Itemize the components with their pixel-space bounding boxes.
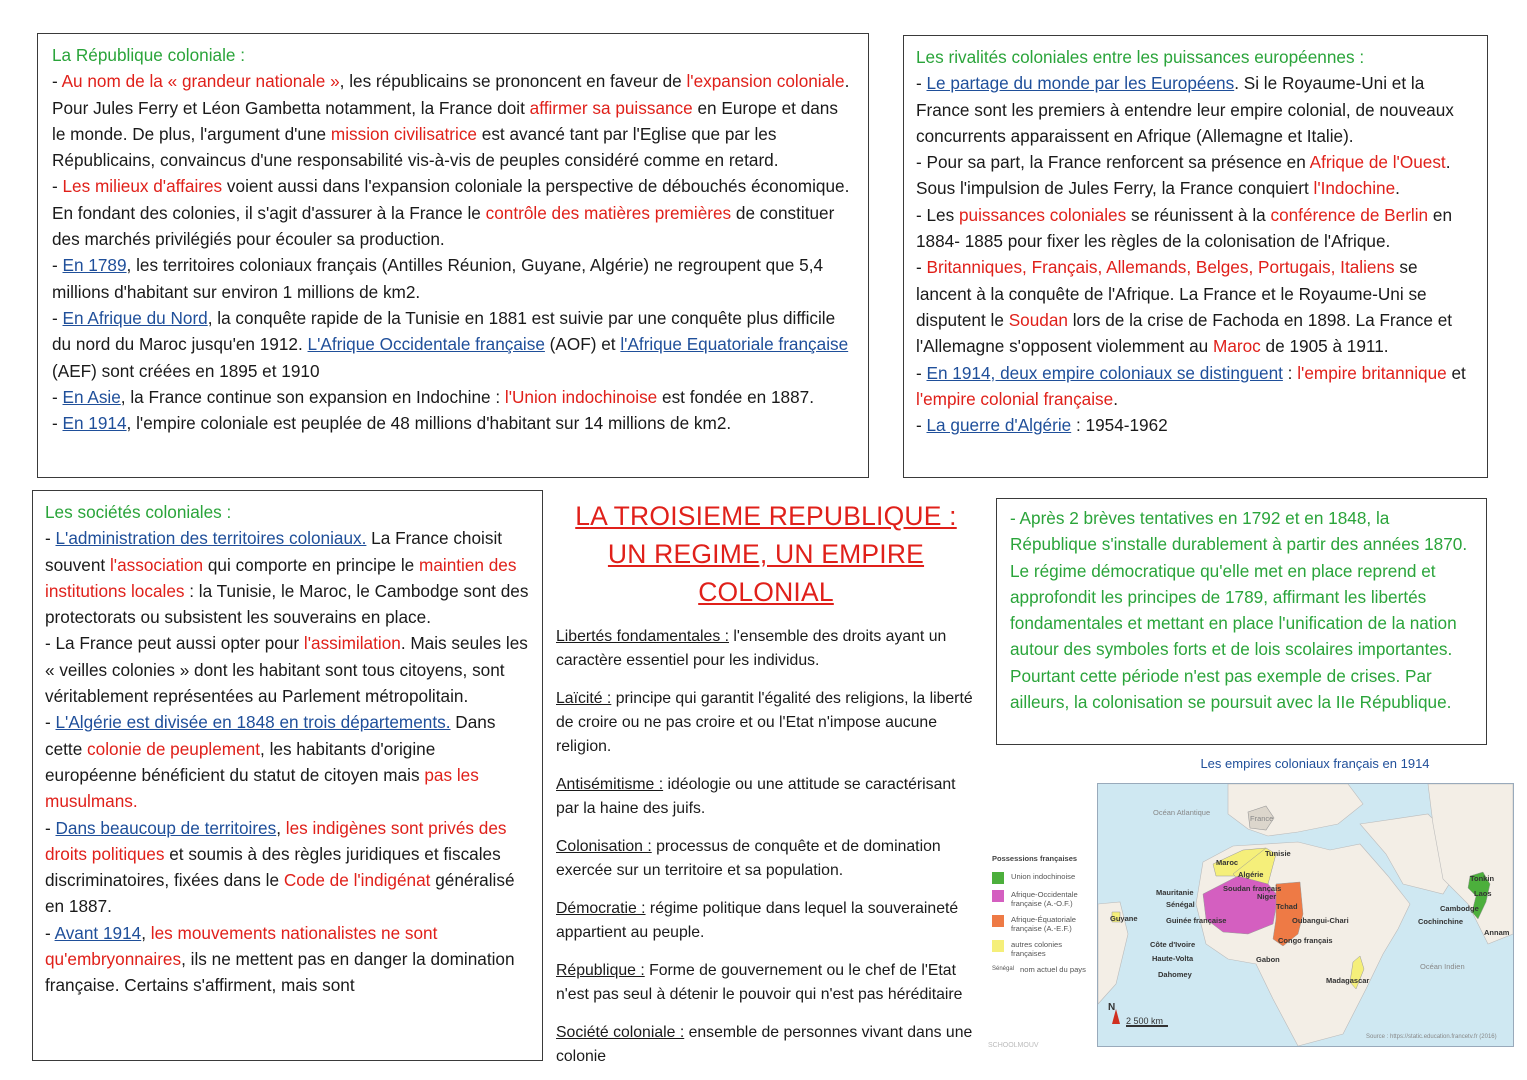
map-label: Côte d'Ivoire xyxy=(1150,940,1196,949)
paragraph: - Le partage du monde par les Européens. Si le Royaume-Uni et la France sont les premiers à entendre leur empire colonial, de nouveaux concurrents apparaissent en Afrique (Allemagne et Italie). xyxy=(916,73,1454,146)
map-label: Tunisie xyxy=(1265,849,1291,858)
definitions-list xyxy=(556,625,976,1069)
legend-label: nom actuel du pays xyxy=(1020,964,1086,974)
legend-swatch xyxy=(992,915,1004,927)
map-label: Cochinchine xyxy=(1418,917,1464,926)
paragraph: - Britanniques, Français, Allemands, Belges, Portugais, Italiens se lancent à la conquête de l'Afrique. La France et le Royaume-Uni se disputent le Soudan lors de la crise de Fachoda en 1898. La France et l'Allemagne s'opposent violemment au Maroc de 1905 à 1911. xyxy=(916,257,1453,357)
map-label: Sénégal xyxy=(1166,900,1195,909)
paragraph: - Pour sa part, la France renforcent sa présence en Afrique de l'Ouest. Sous l'impulsion de Jules Ferry, la France conquiert l'Indochine. xyxy=(916,152,1451,199)
map-label: France xyxy=(1250,814,1274,823)
definition-term: Antisémitisme : xyxy=(556,776,664,793)
definition-text: régime politique dans lequel la souveraineté appartient au peuple. xyxy=(556,900,959,941)
definition-item xyxy=(556,959,976,1007)
paragraph: - En Afrique du Nord, la conquête rapide de la Tunisie en 1881 est suivie par une conquête plus difficile du nord du Maroc jusqu'en 1912. L'Afrique Occidentale française (AOF) et l'Afrique Equatoriale française (AEF) sont créées en 1895 et 1910 xyxy=(52,307,849,381)
paragraph: - La guerre d'Algérie : 1954-1962 xyxy=(916,415,1168,436)
box-colonial-societies xyxy=(32,490,543,1061)
page-title: LA TROISIEME REPUBLIQUE : UN REGIME, UN EMPIRE COLONIAL xyxy=(575,501,957,607)
intro-text: - Après 2 brèves tentatives en 1792 et en 1848, la République s'installe durablement à partir des années 1870. Le régime démocratique qu'elle met en place reprend et approfondit les principes de 1789, affirmant les libertés fondamentales et mettant en place l'unification de la nation autour des symboles forts et de lois scolaires importantes. Pourtant cette période n'est pas exemple de crises. Par ailleurs, la colonisation se poursuit avec la IIe République. xyxy=(1010,508,1468,713)
definition-item xyxy=(556,773,976,821)
map-label: Niger xyxy=(1257,892,1277,901)
map-label: Océan Atlantique xyxy=(1153,808,1211,817)
map-source: Source : https://static.education.francetv.fr (2016) xyxy=(1366,1034,1497,1040)
paragraph: - En 1914, l'empire coloniale est peuplée de 48 millions d'habitant sur 14 millions de km2. xyxy=(52,413,732,434)
paragraph: - Les puissances coloniales se réunissent à la conférence de Berlin en 1884- 1885 pour fixer les règles de la colonisation de l'Afrique. xyxy=(916,204,1453,252)
paragraph: - Dans beaucoup de territoires, les indigènes sont privés des droits politiques et soumis à des règles juridiques et fiscales discriminatoires, fixées dans le Code de l'indigénat généralisé en 1887. xyxy=(45,817,515,917)
map-label: Laos xyxy=(1474,889,1492,898)
watermark: SCHOOLMOUV xyxy=(988,1042,1039,1049)
map-label: Tchad xyxy=(1276,902,1298,911)
map-label: Tonkin xyxy=(1470,874,1495,883)
paragraph: - Au nom de la « grandeur nationale », les républicains se prononcent en faveur de l'expansion coloniale. Pour Jules Ferry et Léon Gambetta notamment, la France doit affirmer sa puissance en Europe et dans le monde. De plus, l'argument d'une mission civilisatrice est avancé tant par l'Eglise que par les Républicains, convaincus d'une responsabilité vis-à-vis de peuples considéré comme en retard. xyxy=(52,71,850,171)
definition-term: Laïcité : xyxy=(556,690,612,707)
map-label: Congo français xyxy=(1278,936,1333,945)
map-label: Annam xyxy=(1484,928,1510,937)
definition-term: Libertés fondamentales : xyxy=(556,628,729,645)
definition-text: l'ensemble des droits ayant un caractère essentiel pour les individus. xyxy=(556,628,947,669)
definitions-column xyxy=(556,497,976,1077)
scale-label: 2 500 km xyxy=(1126,1016,1164,1026)
section-heading: Les sociétés coloniales : xyxy=(45,502,232,522)
paragraph: - Les milieux d'affaires voient aussi dans l'expansion coloniale la perspective de débouchés économique. En fondant des colonies, il s'agit d'assurer à la France le contrôle des matières premières de constituer des marchés privilégiés pour écouler sa production. xyxy=(52,176,850,250)
legend-label: Afrique-Occidentale française (A.-O.F.) xyxy=(1011,889,1078,908)
definition-text: ensemble de personnes vivant dans une colonie xyxy=(556,1024,973,1065)
north-label: N xyxy=(1108,1002,1116,1013)
map-label: Océan Indien xyxy=(1420,962,1465,971)
map-label: Algérie xyxy=(1238,870,1264,879)
legend-title: Possessions françaises xyxy=(992,854,1078,863)
definition-item xyxy=(556,625,976,673)
legend-label: Union indochinoise xyxy=(1011,871,1076,881)
section-heading: La République coloniale : xyxy=(52,45,246,65)
legend-swatch xyxy=(992,890,1004,902)
legend-swatch xyxy=(992,872,1004,884)
definition-text: Forme de gouvernement ou le chef de l'Etat n'est pas seul à détenir le pouvoir qui n'est pas héréditaire xyxy=(556,962,963,1003)
legend-item xyxy=(992,890,1097,909)
section-heading: Les rivalités coloniales entre les puissances européennes : xyxy=(916,47,1365,67)
paragraph: - L'administration des territoires coloniaux. La France choisit souvent l'association qui comporte en principe le maintien des institutions locales : la Tunisie, le Maroc, le Cambodge sont des protectorats ou subsistent les souverains en place. xyxy=(45,528,529,628)
definition-text: principe qui garantit l'égalité des religions, la liberté de croire ou ne pas croire et ou l'Etat n'impose aucune religion. xyxy=(556,690,973,755)
map-label: Cambodge xyxy=(1440,904,1479,913)
definition-item xyxy=(556,687,976,759)
europe-landmass xyxy=(1228,784,1363,836)
definition-term: Colonisation : xyxy=(556,838,652,855)
definition-text: processus de conquête et de domination exercée sur un territoire et sa population. xyxy=(556,838,941,879)
paragraph: - Avant 1914, les mouvements nationalistes ne sont qu'embryonnaires, ils ne mettent pas en danger la domination française. Certains s'affirment, mais sont xyxy=(45,922,515,996)
legend-item xyxy=(992,965,1097,975)
legend-swatch xyxy=(992,940,1004,952)
map-label: Haute-Volta xyxy=(1152,954,1194,963)
definition-item xyxy=(556,835,976,883)
definition-item xyxy=(556,1021,976,1069)
paragraph: - L'Algérie est divisée en 1848 en trois départements. Dans cette colonie de peuplement, les habitants d'origine européenne bénéficient du statut de citoyen mais pas les musulmans. xyxy=(45,712,496,812)
paragraph: - En Asie, la France continue son expansion en Indochine : l'Union indochinoise est fondée en 1887. xyxy=(52,386,814,407)
map-label: Guinée française xyxy=(1166,916,1227,925)
map-graphic xyxy=(1098,784,1513,1046)
legend-item xyxy=(992,940,1097,959)
box-colonial-rivalries xyxy=(903,35,1488,478)
map-label: Maroc xyxy=(1216,858,1239,867)
map-label: Gabon xyxy=(1256,955,1280,964)
paragraph: - En 1789, les territoires coloniaux français (Antilles Réunion, Guyane, Algérie) ne regroupent que 5,4 millions d'habitant sur environ 1 millions de km2. xyxy=(52,255,824,302)
legend-prefix: Sénégal xyxy=(992,965,1015,972)
box-intro xyxy=(996,498,1487,745)
paragraph: - La France peut aussi opter pour l'assimilation. Mais seules les « veilles colonies » dont les habitant sont tous citoyens, sont véritablement représentées au Parlement métropolitain. xyxy=(45,633,528,707)
legend-item xyxy=(992,915,1097,934)
definition-term: Démocratie : xyxy=(556,900,646,917)
map-label: Guyane xyxy=(1110,914,1138,923)
map-label: Soudan français xyxy=(1223,884,1282,893)
legend-label: autres colonies françaises xyxy=(1011,939,1063,958)
definition-text: idéologie ou une attitude se caractérisant par la haine des juifs. xyxy=(556,776,956,817)
legend-item xyxy=(992,872,1097,884)
box-colonial-republic xyxy=(37,33,869,478)
paragraph: - En 1914, deux empire coloniaux se distinguent : l'empire britannique et l'empire colonial française. xyxy=(916,362,1466,409)
definition-item xyxy=(556,897,976,945)
map-label: Mauritanie xyxy=(1156,888,1194,897)
map-title: Les empires coloniaux français en 1914 xyxy=(1200,756,1430,771)
map-label: Dahomey xyxy=(1158,970,1192,979)
definition-term: République : xyxy=(556,962,645,979)
colonial-empire-map xyxy=(1097,783,1514,1047)
map-legend xyxy=(992,854,1097,980)
map-label: Oubangui-Chari xyxy=(1292,916,1349,925)
definition-term: Société coloniale : xyxy=(556,1024,685,1041)
map-label: Madagascar xyxy=(1326,976,1370,985)
legend-label: Afrique-Équatoriale française (A.-E.F.) xyxy=(1011,914,1077,933)
